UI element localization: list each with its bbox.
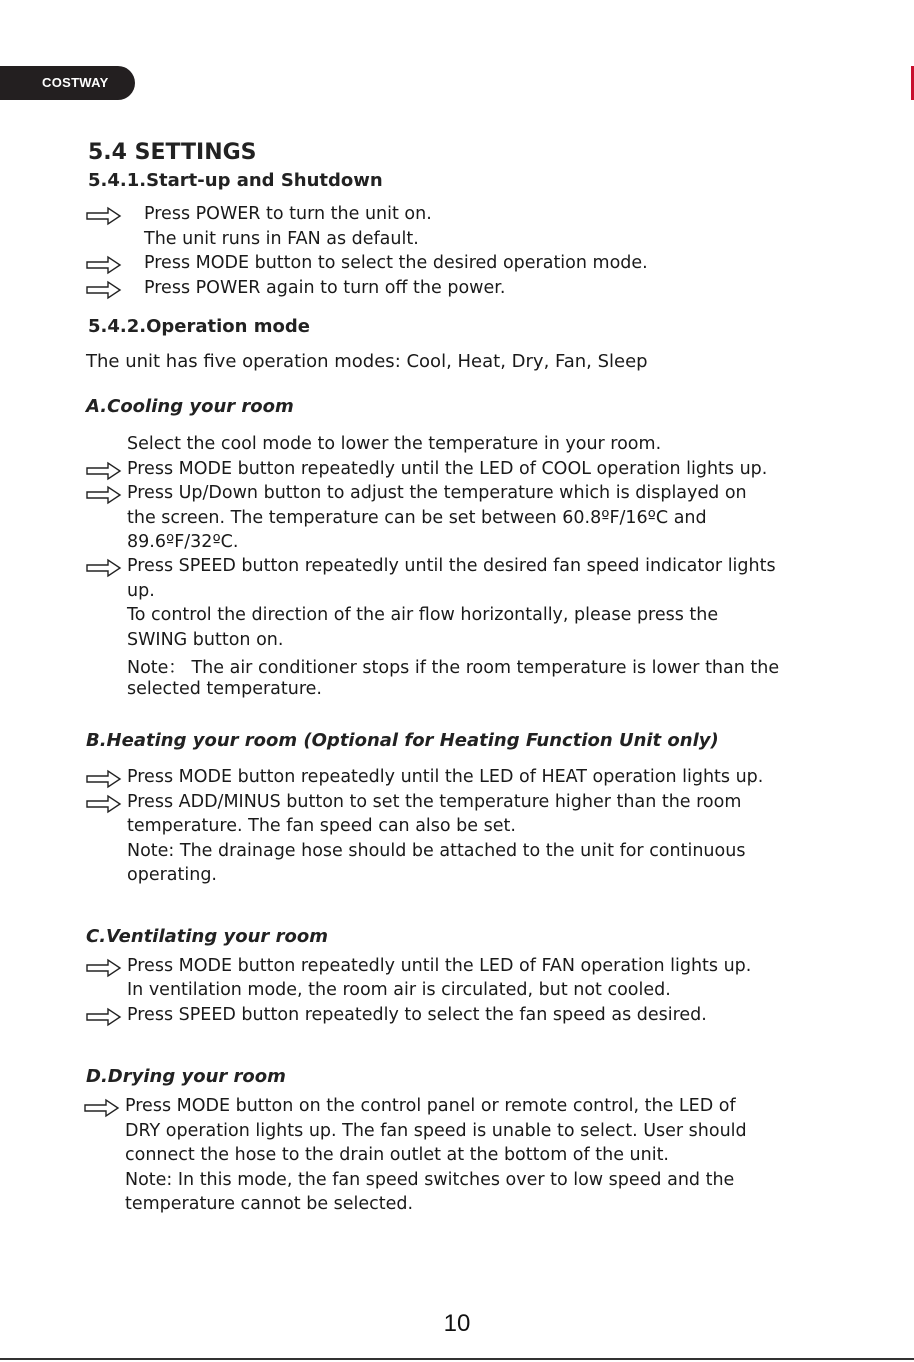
cooling-line: 89.6ºF/32ºC. [127,532,239,552]
heating-line: Note: The drainage hose should be attached to the unit for continuous [127,841,746,861]
arrow-right-icon [86,461,122,481]
ventilating-line: Press SPEED button repeatedly to select the fan speed as desired. [127,1005,707,1025]
heating-line: temperature. The fan speed can also be set. [127,816,516,836]
ventilating-line: In ventilation mode, the room air is circulated, but not cooled. [127,980,671,1000]
operation-heading: 5.4.2.Operation mode [88,316,310,337]
cooling-line: selected temperature. [127,679,322,699]
drying-line: temperature cannot be selected. [125,1194,414,1214]
ventilating-heading: C.Ventilating your room [86,926,328,947]
page-title: 5.4 SETTINGS [88,140,257,165]
cooling-line: Press Up/Down button to adjust the temperature which is displayed on [127,483,747,503]
heating-heading: B.Heating your room (Optional for Heating Function Unit only) [86,730,719,751]
cooling-line: up. [127,581,155,601]
cooling-line: Press SPEED button repeatedly until the desired fan speed indicator lights [127,556,776,576]
drying-line: Press MODE button on the control panel or remote control, the LED of [125,1096,736,1116]
drying-line: DRY operation lights up. The fan speed is unable to select. User should [125,1121,747,1141]
cooling-line: Note： The air conditioner stops if the room temperature is lower than the [127,658,780,678]
arrow-right-icon [86,958,122,978]
startup-heading: 5.4.1.Start-up and Shutdown [88,170,383,191]
cooling-line: Press MODE button repeatedly until the LED of COOL operation lights up. [127,459,768,479]
drying-line: connect the hose to the drain outlet at the bottom of the unit. [125,1145,669,1165]
cooling-line: SWING button on. [127,630,284,650]
page-number: 10 [443,1310,471,1337]
startup-line: Press MODE button to select the desired operation mode. [144,253,648,273]
heating-line: Press MODE button repeatedly until the LED of HEAT operation lights up. [127,767,764,787]
drying-heading: D.Drying your room [86,1066,286,1087]
arrow-right-icon [86,206,122,226]
startup-line: The unit runs in FAN as default. [144,229,419,249]
drying-line: Note: In this mode, the fan speed switches over to low speed and the [125,1170,735,1190]
cooling-line: the screen. The temperature can be set between 60.8ºF/16ºC and [127,508,707,528]
arrow-right-icon [86,485,122,505]
cooling-line: Select the cool mode to lower the temperature in your room. [127,434,662,454]
arrow-right-icon [86,769,122,789]
brand-logo-tab: COSTWAY [0,66,135,100]
arrow-right-icon [86,1007,122,1027]
arrow-right-icon [84,1098,120,1118]
bottom-divider [0,1358,914,1360]
cooling-heading: A.Cooling your room [86,396,294,417]
arrow-right-icon [86,558,122,578]
arrow-right-icon [86,280,122,300]
arrow-right-icon [86,794,122,814]
heating-line: operating. [127,865,217,885]
heating-line: Press ADD/MINUS button to set the temperature higher than the room [127,792,742,812]
arrow-right-icon [86,255,122,275]
cooling-line: To control the direction of the air flow horizontally, please press the [127,605,719,625]
ventilating-line: Press MODE button repeatedly until the LED of FAN operation lights up. [127,956,752,976]
operation-intro: The unit has five operation modes: Cool, Heat, Dry, Fan, Sleep [86,351,648,372]
startup-line: Press POWER again to turn off the power. [144,278,506,298]
startup-line: Press POWER to turn the unit on. [144,204,432,224]
